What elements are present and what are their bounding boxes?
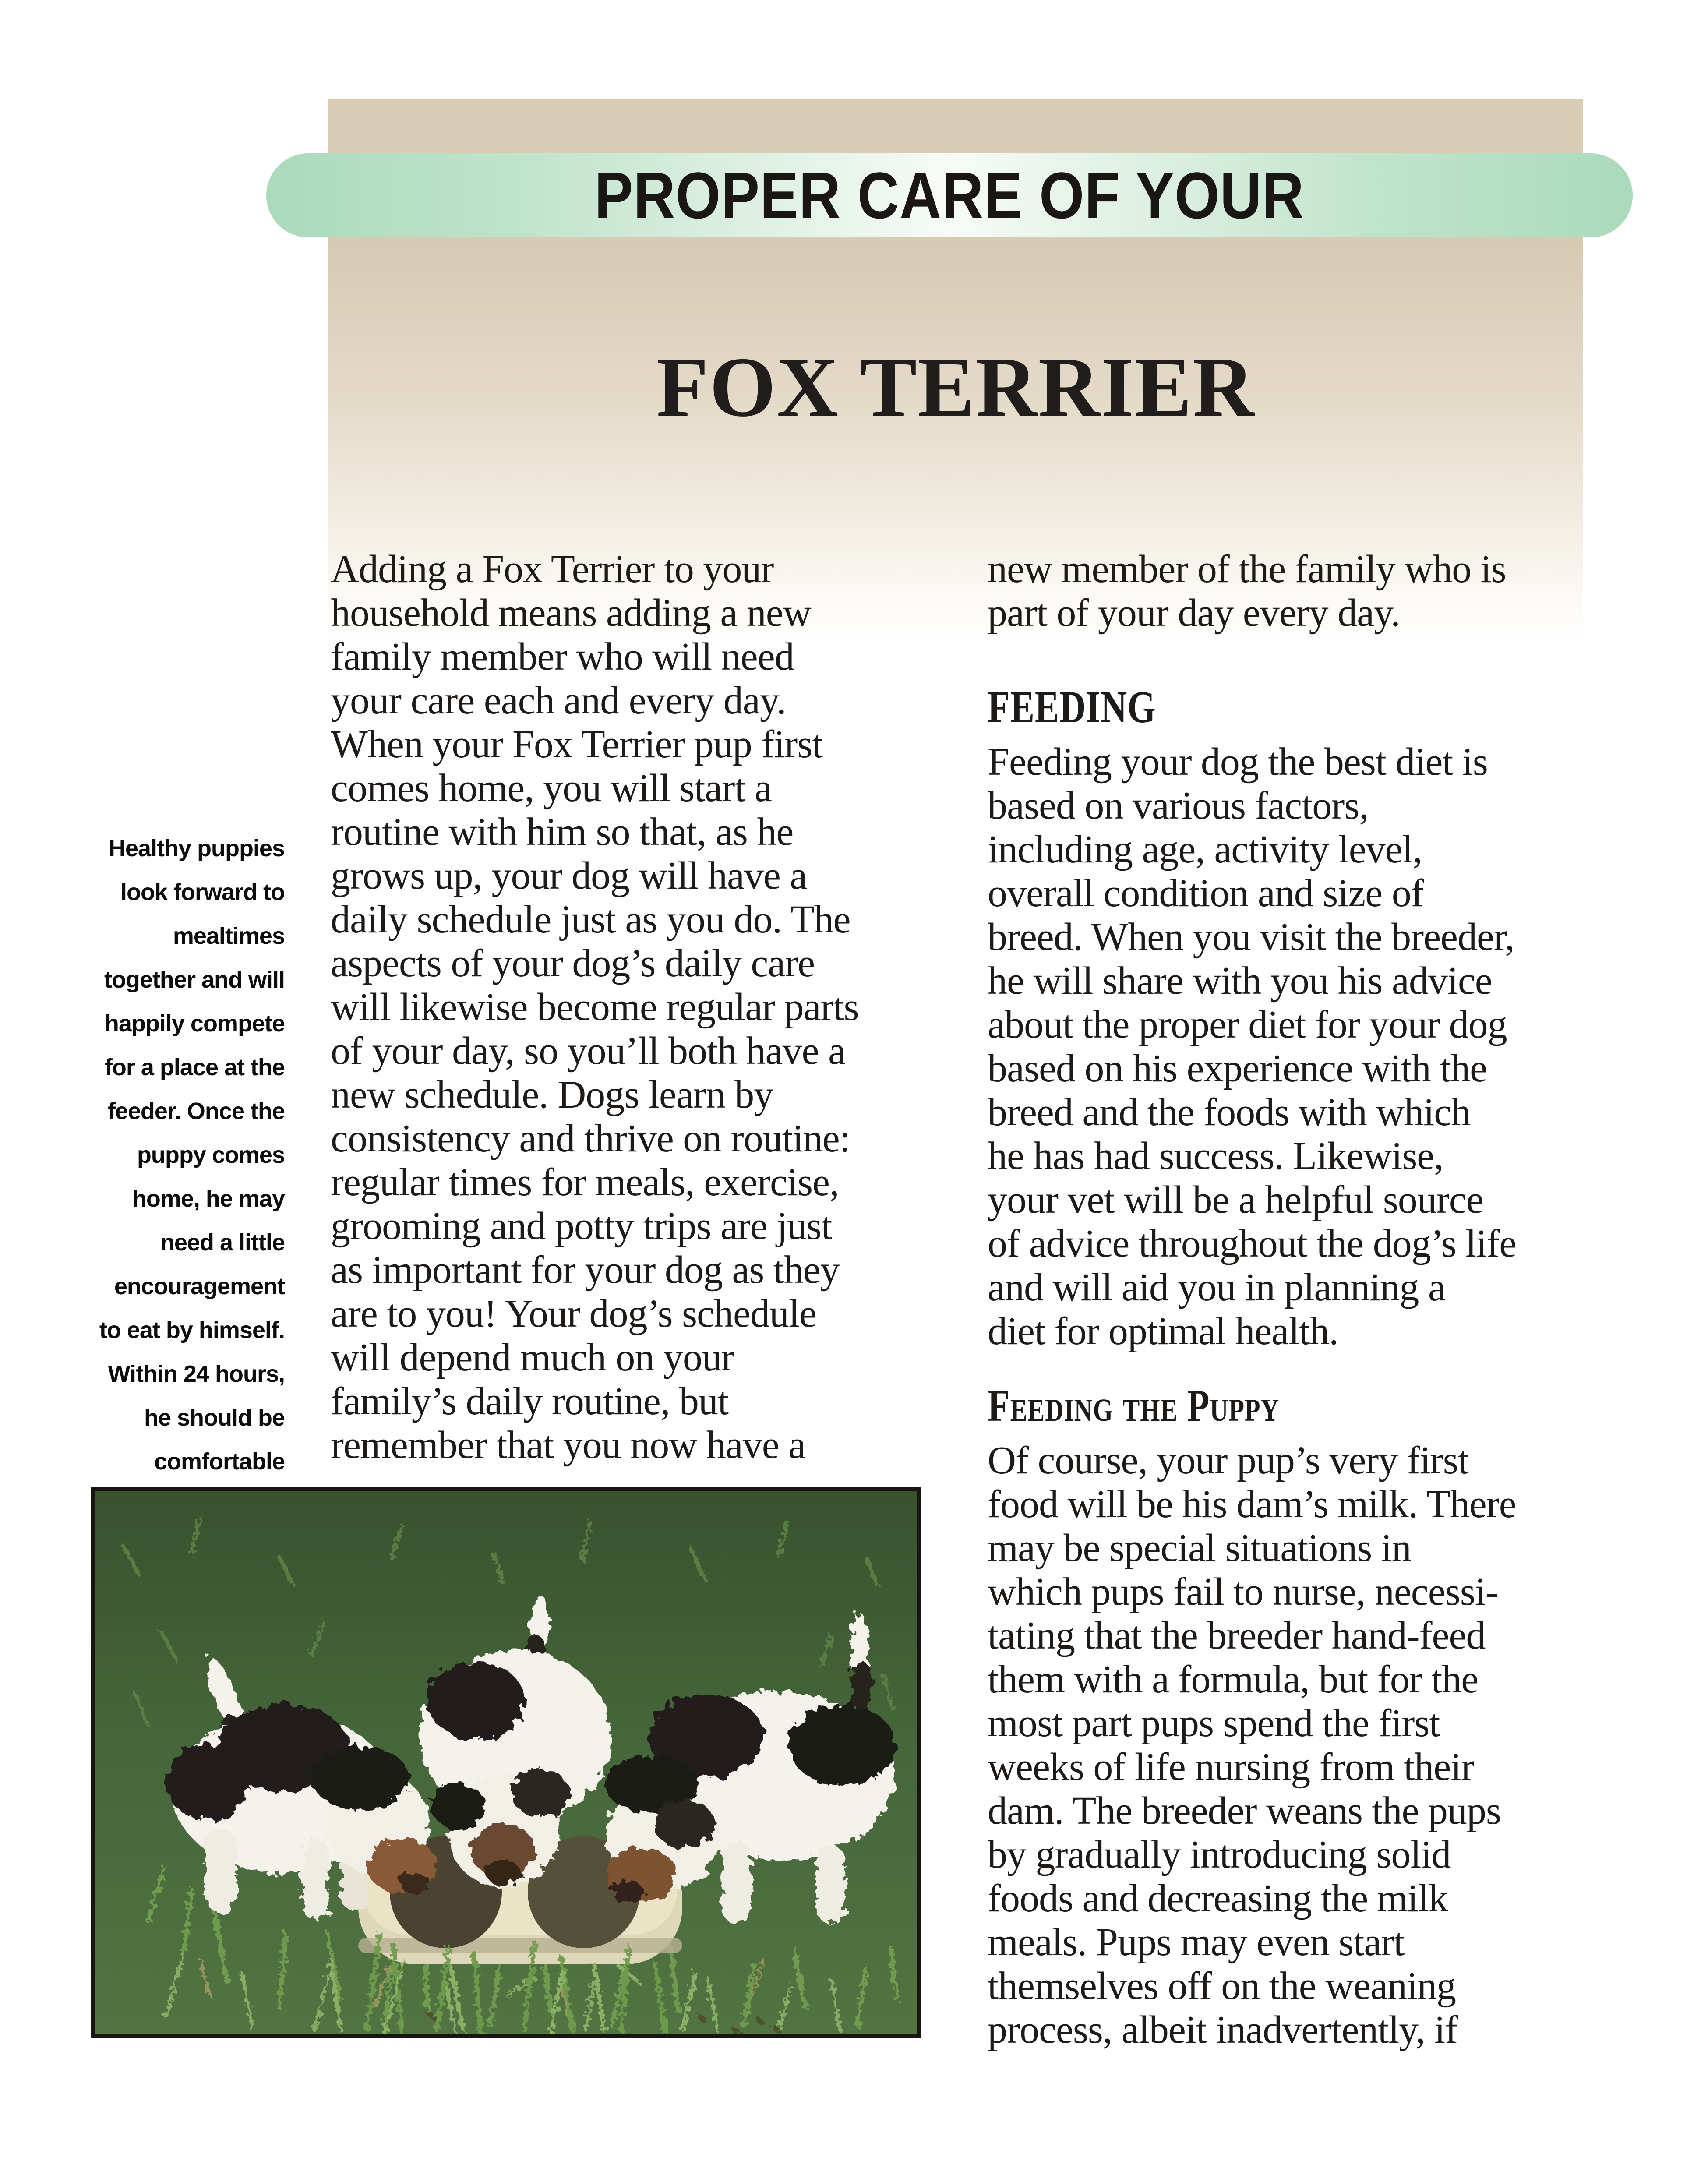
text-line: new schedule. Dogs learn by <box>331 1073 773 1116</box>
text-line: family’s daily routine, but <box>331 1380 728 1423</box>
text-line: breed and the foods with which <box>988 1091 1471 1134</box>
text-line: comes home, you will start a <box>331 766 772 810</box>
text-line: themselves off on the weaning <box>988 1964 1456 2008</box>
section-heading-feeding: FEEDING <box>988 682 1156 732</box>
text-line: dam. The breeder weans the pups <box>988 1789 1501 1833</box>
text-line: Of course, your pup’s very first <box>988 1439 1468 1482</box>
text-line: Adding a Fox Terrier to your <box>331 547 774 591</box>
text-line: for a place at the <box>104 1054 285 1080</box>
text-line: Feeding your dog the best diet is <box>988 740 1488 784</box>
text-line: will likewise become regular parts <box>331 985 859 1029</box>
text-line: he will share with you his advice <box>988 959 1492 1003</box>
text-line: daily schedule just as you do. The <box>331 898 850 941</box>
text-line: food will be his dam’s milk. There <box>988 1483 1516 1526</box>
text-line: to eat by himself. <box>99 1317 285 1343</box>
text-line: encouragement <box>114 1273 285 1299</box>
text-line: about the proper diet for your dog <box>988 1003 1507 1046</box>
text-line: grooming and potty trips are just <box>331 1204 832 1248</box>
puppies-photo <box>91 1487 921 2038</box>
text-line: may be special situations in <box>988 1526 1411 1570</box>
puppies-photo-illustration <box>95 1491 917 2034</box>
kicker-text: PROPER CARE OF YOUR <box>594 158 1305 232</box>
text-line: of your day, so you’ll both have a <box>331 1029 845 1073</box>
text-line: meals. Pups may even start <box>988 1921 1405 1964</box>
text-line: together and will <box>104 967 285 993</box>
text-line: tating that the breeder hand-feed <box>988 1614 1486 1657</box>
text-line: which pups fail to nurse, necessi- <box>988 1570 1498 1614</box>
text-line: aspects of your dog’s daily care <box>331 942 815 985</box>
header-green-banner <box>266 153 1633 237</box>
text-line: most part pups spend the first <box>988 1702 1440 1745</box>
text-line: weeks of life nursing from their <box>988 1745 1474 1789</box>
body-column-1 <box>331 547 957 1467</box>
text-line: family member who will need <box>331 635 794 678</box>
text-line: and will aid you in planning a <box>988 1266 1445 1309</box>
text-line: he has had success. Likewise, <box>988 1134 1443 1178</box>
text-line: overall condition and size of <box>988 872 1424 915</box>
paragraph-feeding <box>988 740 1623 1353</box>
section-heading-feeding-the-puppy: Feeding the Puppy <box>988 1381 1280 1431</box>
text-line: regular times for meals, exercise, <box>331 1161 839 1204</box>
photo-caption <box>81 829 285 1530</box>
text-line: remember that you now have a <box>331 1423 806 1467</box>
text-line: grows up, your dog will have a <box>331 854 807 897</box>
text-line: look forward to <box>120 879 285 905</box>
text-line: diet for optimal health. <box>988 1310 1338 1353</box>
text-line: based on various factors, <box>988 784 1369 827</box>
text-line: foods and decreasing the milk <box>988 1877 1448 1920</box>
text-line: feeder. Once the <box>107 1098 285 1124</box>
paragraph-feeding-the-puppy <box>988 1439 1623 2052</box>
text-line: as important for your dog as they <box>331 1248 840 1292</box>
text-line: based on his experience with the <box>988 1047 1487 1090</box>
page-title: FOX TERRIER <box>656 340 1256 434</box>
text-line: happily compete <box>104 1010 285 1037</box>
text-line: comfortable <box>154 1448 285 1475</box>
text-line: your vet will be a helpful source <box>988 1178 1483 1222</box>
text-line: When your Fox Terrier pup first <box>331 723 823 766</box>
text-line: them with a formula, but for the <box>988 1658 1479 1701</box>
text-line: new member of the family who is <box>988 547 1506 591</box>
text-line: he should be <box>144 1405 285 1431</box>
text-line: including age, activity level, <box>988 828 1422 871</box>
text-line: by gradually introducing solid <box>988 1833 1451 1876</box>
text-line: process, albeit inadvertently, if <box>988 2008 1458 2051</box>
text-line: household means adding a new <box>331 591 811 635</box>
text-line: are to you! Your dog’s schedule <box>331 1292 816 1335</box>
text-line: will depend much on your <box>331 1336 734 1379</box>
text-line: Within 24 hours, <box>108 1361 285 1387</box>
text-line: your care each and every day. <box>331 679 786 722</box>
text-line: Healthy puppies <box>108 835 285 862</box>
text-line: part of your day every day. <box>988 591 1400 635</box>
text-line: need a little <box>160 1229 285 1256</box>
text-line: puppy comes <box>137 1142 285 1168</box>
text-line: routine with him so that, as he <box>331 810 794 854</box>
body-column-2 <box>988 547 1623 2052</box>
text-line: home, he may <box>132 1186 285 1212</box>
text-line: of advice throughout the dog’s life <box>988 1222 1517 1265</box>
text-line: breed. When you visit the breeder, <box>988 915 1514 959</box>
text-line: mealtimes <box>173 923 285 949</box>
text-line: consistency and thrive on routine: <box>331 1117 850 1160</box>
paragraph-intro-end <box>988 547 1623 635</box>
